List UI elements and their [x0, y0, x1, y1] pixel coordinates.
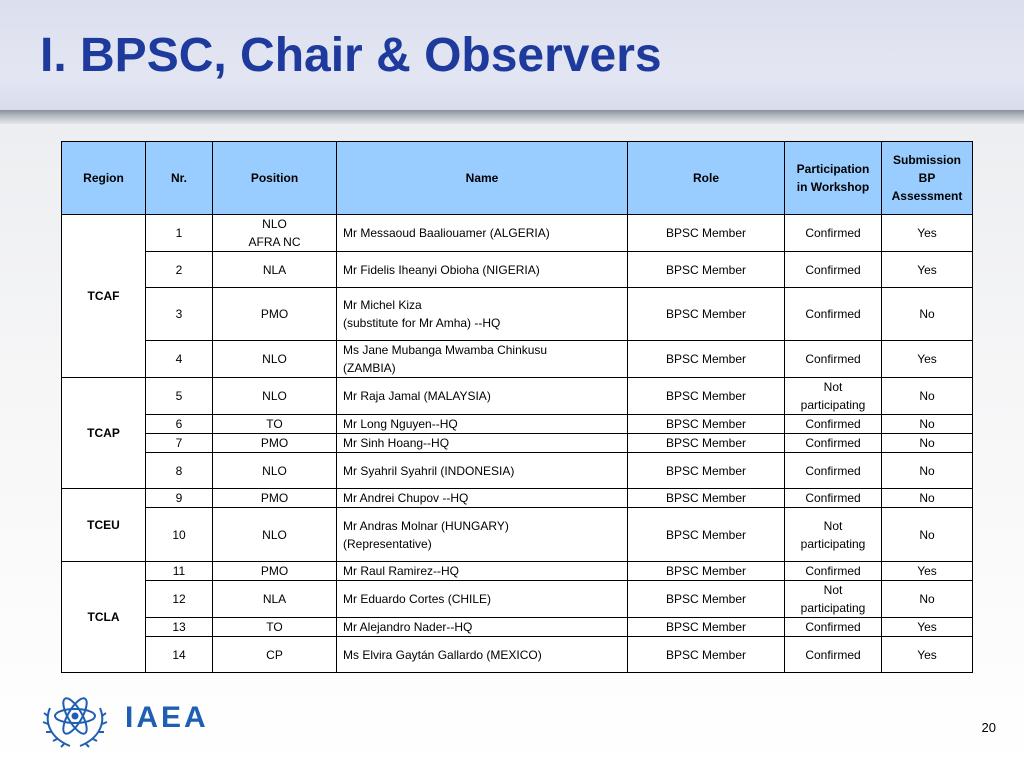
- nr-cell: 10: [146, 508, 213, 562]
- submission-cell: No: [882, 508, 973, 562]
- nr-cell: 1: [146, 215, 213, 252]
- nr-cell: 8: [146, 453, 213, 489]
- position-line: AFRA NC: [248, 235, 301, 249]
- role-cell: BPSC Member: [628, 378, 785, 415]
- table-row: [62, 215, 973, 252]
- name-line: Mr Andras Molnar (HUNGARY): [343, 518, 509, 533]
- participation-cell: Confirmed: [785, 215, 882, 252]
- name-cell: Mr Fidelis Iheanyi Obioha (NIGERIA): [337, 252, 628, 288]
- nr-cell: 5: [146, 378, 213, 415]
- header-position: Position: [213, 142, 337, 215]
- nr-cell: 6: [146, 415, 213, 434]
- participation-cell: Confirmed: [785, 618, 882, 637]
- submission-cell: Yes: [882, 637, 973, 673]
- participation-line: Not: [823, 518, 843, 533]
- name-line: (substitute for Mr Amha) --HQ: [343, 316, 501, 330]
- table-row: [62, 288, 973, 341]
- submission-cell: Yes: [882, 252, 973, 288]
- participation-cell: Confirmed: [785, 489, 882, 508]
- page-number: 20: [981, 720, 996, 735]
- submission-cell: Yes: [882, 562, 973, 581]
- table-row: [62, 489, 973, 508]
- name-line: Mr Michel Kiza: [343, 298, 422, 312]
- role-cell: BPSC Member: [628, 415, 785, 434]
- name-cell: [337, 341, 628, 378]
- role-cell: BPSC Member: [628, 341, 785, 378]
- participation-line: participating: [800, 398, 866, 412]
- position-cell: NLO: [213, 378, 337, 415]
- participation-cell: Confirmed: [785, 415, 882, 434]
- slide-title: I. BPSC, Chair & Observers: [40, 29, 662, 82]
- header-nr: Nr.: [146, 142, 213, 215]
- role-cell: BPSC Member: [628, 489, 785, 508]
- name-cell: Mr Raja Jamal (MALAYSIA): [337, 378, 628, 415]
- submission-cell: Yes: [882, 341, 973, 378]
- nr-cell: 14: [146, 637, 213, 673]
- position-cell: PMO: [213, 489, 337, 508]
- name-line: (Representative): [343, 536, 432, 551]
- submission-cell: No: [882, 581, 973, 618]
- header-name: Name: [337, 142, 628, 215]
- name-cell: [337, 288, 628, 341]
- region-cell: TCEU: [62, 489, 146, 562]
- participation-line: Not: [823, 380, 843, 394]
- nr-cell: 13: [146, 618, 213, 637]
- table-row: [62, 508, 973, 562]
- nr-cell: 2: [146, 252, 213, 288]
- participation-cell: [785, 508, 882, 562]
- logo-text: IAEA: [125, 701, 209, 734]
- participation-line: participating: [800, 601, 866, 615]
- submission-cell: No: [882, 288, 973, 341]
- header-participation-line: in Workshop: [796, 180, 870, 194]
- position-line: NLO: [262, 217, 287, 231]
- position-cell: TO: [213, 618, 337, 637]
- nr-cell: 12: [146, 581, 213, 618]
- name-cell: Mr Messaoud Baaliouamer (ALGERIA): [337, 215, 628, 252]
- table-row: [62, 618, 973, 637]
- header-divider: [0, 110, 1024, 124]
- table-row: [62, 453, 973, 489]
- region-cell: TCAP: [62, 378, 146, 489]
- region-cell: TCLA: [62, 562, 146, 673]
- nr-cell: 9: [146, 489, 213, 508]
- participation-cell: Confirmed: [785, 453, 882, 489]
- position-cell: NLO: [213, 508, 337, 562]
- nr-cell: 11: [146, 562, 213, 581]
- submission-cell: No: [882, 378, 973, 415]
- participation-cell: Confirmed: [785, 637, 882, 673]
- nr-cell: 4: [146, 341, 213, 378]
- table-row: [62, 378, 973, 415]
- position-cell: PMO: [213, 288, 337, 341]
- table-row: [62, 581, 973, 618]
- header-submission-line: Assessment: [891, 189, 963, 203]
- role-cell: BPSC Member: [628, 453, 785, 489]
- position-cell: NLO: [213, 453, 337, 489]
- participation-line: Not: [823, 583, 843, 597]
- name-cell: Mr Sinh Hoang--HQ: [337, 434, 628, 453]
- role-cell: BPSC Member: [628, 252, 785, 288]
- name-cell: Ms Elvira Gaytán Gallardo (MEXICO): [337, 637, 628, 673]
- name-cell: Mr Raul Ramirez--HQ: [337, 562, 628, 581]
- participation-cell: [785, 378, 882, 415]
- position-cell: NLA: [213, 581, 337, 618]
- nr-cell: 7: [146, 434, 213, 453]
- position-cell: PMO: [213, 562, 337, 581]
- role-cell: BPSC Member: [628, 637, 785, 673]
- participation-line: participating: [800, 536, 866, 551]
- table-row: [62, 252, 973, 288]
- header-submission-line: BP: [918, 171, 936, 185]
- submission-cell: No: [882, 415, 973, 434]
- name-cell: Mr Long Nguyen--HQ: [337, 415, 628, 434]
- submission-cell: Yes: [882, 215, 973, 252]
- header-submission: [882, 142, 973, 215]
- name-cell: Mr Syahril Syahril (INDONESIA): [337, 453, 628, 489]
- position-cell: TO: [213, 415, 337, 434]
- name-cell: [337, 508, 628, 562]
- table-row: [62, 562, 973, 581]
- participation-cell: Confirmed: [785, 252, 882, 288]
- participation-cell: Confirmed: [785, 341, 882, 378]
- table-row: [62, 415, 973, 434]
- name-cell: Mr Eduardo Cortes (CHILE): [337, 581, 628, 618]
- table-row: [62, 434, 973, 453]
- role-cell: BPSC Member: [628, 434, 785, 453]
- role-cell: BPSC Member: [628, 288, 785, 341]
- position-cell: NLA: [213, 252, 337, 288]
- position-cell: NLO: [213, 341, 337, 378]
- participation-cell: Confirmed: [785, 434, 882, 453]
- table-row: [62, 637, 973, 673]
- table-row: [62, 341, 973, 378]
- participation-cell: Confirmed: [785, 562, 882, 581]
- name-line: Ms Jane Mubanga Mwamba Chinkusu: [343, 343, 548, 357]
- role-cell: BPSC Member: [628, 581, 785, 618]
- nr-cell: 3: [146, 288, 213, 341]
- participation-cell: [785, 581, 882, 618]
- name-cell: Mr Andrei Chupov --HQ: [337, 489, 628, 508]
- table-header-row: [62, 142, 973, 215]
- header-participation: [785, 142, 882, 215]
- role-cell: BPSC Member: [628, 562, 785, 581]
- position-cell: CP: [213, 637, 337, 673]
- header-participation-line: Participation: [796, 162, 870, 176]
- role-cell: BPSC Member: [628, 508, 785, 562]
- name-cell: Mr Alejandro Nader--HQ: [337, 618, 628, 637]
- submission-cell: No: [882, 453, 973, 489]
- name-line: (ZAMBIA): [343, 361, 396, 375]
- header-role: Role: [628, 142, 785, 215]
- header-submission-line: Submission: [892, 153, 961, 167]
- submission-cell: Yes: [882, 618, 973, 637]
- position-cell: PMO: [213, 434, 337, 453]
- participants-table: [61, 141, 973, 673]
- header-region: Region: [62, 142, 146, 215]
- role-cell: BPSC Member: [628, 618, 785, 637]
- role-cell: BPSC Member: [628, 215, 785, 252]
- iaea-logo-icon: [40, 686, 110, 752]
- region-cell: TCAF: [62, 215, 146, 378]
- submission-cell: No: [882, 489, 973, 508]
- participation-cell: Confirmed: [785, 288, 882, 341]
- submission-cell: No: [882, 434, 973, 453]
- position-cell: [213, 215, 337, 252]
